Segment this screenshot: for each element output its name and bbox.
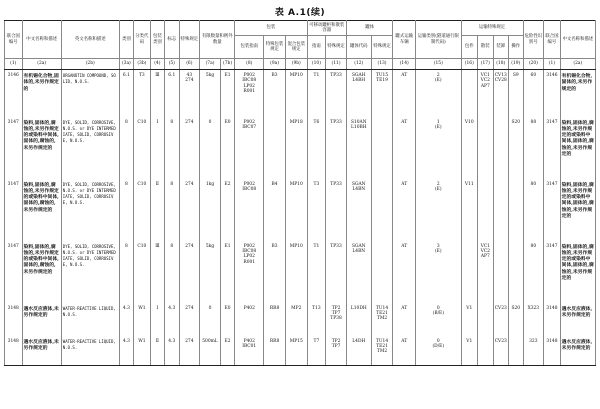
header-tank-code-special: 特殊规定 <box>371 36 393 59</box>
special-provisions-cell: 43 274 <box>179 70 200 117</box>
tank-code-special-cell: TU14 TE21 TM2 <box>371 336 393 366</box>
name-cn-repeat-cell: 染料,固体的,腐蚀的,未另作规定的或染料中间体,固体的,腐蚀的,未另作规定的 <box>560 179 595 241</box>
tank-special-cell: TP33 <box>326 241 347 303</box>
tank-special-cell: TP33 <box>326 179 347 241</box>
class-code-cell: C10 <box>134 241 151 303</box>
tank-code-special-cell <box>371 179 393 241</box>
hazard-id-cell: 323 <box>523 336 544 366</box>
hazard-id-cell: 88 <box>523 117 544 179</box>
packing-group-cell: Ⅱ <box>150 179 164 241</box>
un-number-repeat-cell: 3148 <box>544 336 561 366</box>
header-packing-instructions: 包装指南 <box>235 36 264 59</box>
tank-code-special-cell <box>371 117 393 179</box>
special-packing-cell: B3 <box>264 241 286 303</box>
header-tank-code: 罐体代码 <box>346 36 371 59</box>
special-packages-cell: V10 <box>461 117 478 179</box>
name-cn-cell: 染料,固体的,腐蚀的,未另作规定的或染料中间体,固体的,腐蚀的,未另作规定的 <box>22 179 61 241</box>
header-labels: 标志 <box>165 21 179 59</box>
name-cn-repeat-cell: 遇水反应液体,未另作规定的 <box>560 336 595 366</box>
special-packing-cell: B3 <box>264 70 286 117</box>
tank-vehicle-cell: AT <box>393 336 416 366</box>
mixed-packing-cell: MP10 <box>285 179 307 241</box>
class-code-cell: W1 <box>134 303 151 336</box>
tank-vehicle-cell: AT <box>393 70 416 117</box>
table-title: 表 A.1(续) <box>274 8 326 18</box>
transport-category-cell: 2 (E) <box>416 179 461 241</box>
column-number: (9a) <box>264 59 286 70</box>
tank-vehicle-cell: AT <box>393 117 416 179</box>
un-number-cell: 3147 <box>5 117 23 179</box>
column-number: (18) <box>493 59 508 70</box>
column-number: (8) <box>235 59 264 70</box>
column-number: (3a) <box>119 59 133 70</box>
mixed-packing-cell: MP10 <box>285 241 307 303</box>
special-loading-cell: CV23 <box>493 336 508 366</box>
labels-cell: 6.1 <box>165 70 179 117</box>
name-cn-cell: 有机锡化合物,固体的,未另作规定的 <box>22 70 61 117</box>
header-special-transport: 运输特殊规定 <box>461 21 523 36</box>
column-number: (2a) <box>560 59 595 70</box>
header-class-code: 分类代码 <box>134 21 151 59</box>
packing-instructions-cell: P002 IBC08 LP02 R001 <box>235 241 264 303</box>
special-bulk-cell <box>478 179 493 241</box>
table-body <box>5 70 596 366</box>
packing-instructions-cell: P002 IBC08 <box>235 179 264 241</box>
un-number-cell: 3147 <box>5 241 23 303</box>
packing-instructions-cell: P002 IBC08 LP02 R001 <box>235 70 264 117</box>
column-number: (1) <box>544 59 561 70</box>
packing-group-cell: Ⅱ <box>150 336 164 366</box>
header-special-bulk: 散装 <box>478 36 493 59</box>
special-operation-cell: S20 <box>509 117 524 179</box>
tank-code-cell: SGAN L4BN <box>346 179 371 241</box>
tank-instructions-cell: T6 <box>307 117 326 179</box>
un-number-cell: 3148 <box>5 303 23 336</box>
un-number-repeat-cell: 3147 <box>544 117 561 179</box>
column-number: (3b) <box>134 59 151 70</box>
dangerous-goods-table <box>4 20 596 366</box>
header-tank-vehicle: 罐式运输车辆 <box>393 21 416 59</box>
column-number: (14) <box>393 59 416 70</box>
special-provisions-cell: 274 <box>179 179 200 241</box>
column-number: (12) <box>346 59 371 70</box>
labels-cell: 4.3 <box>165 303 179 336</box>
column-number: (13) <box>371 59 393 70</box>
tank-vehicle-cell: AT <box>393 303 416 336</box>
limited-quantity-cell: 0 <box>200 303 221 336</box>
special-packages-cell: V1 <box>461 303 478 336</box>
transport-category-cell: 0 (D/E) <box>416 336 461 366</box>
special-operation-cell <box>509 336 524 366</box>
hazard-id-cell: 80 <box>523 241 544 303</box>
special-packages-cell: V1 <box>461 336 478 366</box>
class-cell: 4.3 <box>119 336 133 366</box>
excepted-quantity-cell: E1 <box>220 241 234 303</box>
packing-group-cell: Ⅰ <box>150 117 164 179</box>
un-number-repeat-cell: 3147 <box>544 179 561 241</box>
column-number: (6) <box>179 59 200 70</box>
limited-quantity-cell: 0 <box>200 117 221 179</box>
special-provisions-cell: 274 <box>179 117 200 179</box>
limited-quantity-cell: 1kg <box>200 179 221 241</box>
tank-instructions-cell: T7 <box>307 336 326 366</box>
special-operation-cell: S20 <box>509 303 524 336</box>
packing-group-cell: Ⅲ <box>150 70 164 117</box>
special-operation-cell: S9 <box>509 70 524 117</box>
header-name-en: 英文名称和描述 <box>61 21 119 59</box>
column-number: (7a) <box>200 59 221 70</box>
mixed-packing-cell: MP15 <box>285 336 307 366</box>
tank-special-cell: TP33 <box>326 70 347 117</box>
column-number: (19) <box>509 59 524 70</box>
header-hazard-id: 危险性识别号 <box>523 21 544 59</box>
special-packing-cell: B4 <box>264 179 286 241</box>
mixed-packing-cell: MP18 <box>285 117 307 179</box>
un-number-cell: 3146 <box>5 70 23 117</box>
special-provisions-cell: 274 <box>179 336 200 366</box>
class-cell: 6.1 <box>119 70 133 117</box>
special-loading-cell: CV13 CV28 <box>493 70 508 117</box>
class-cell: 8 <box>119 241 133 303</box>
column-number: (16) <box>461 59 478 70</box>
transport-category-cell: 1 (E) <box>416 117 461 179</box>
special-provisions-cell: 274 <box>179 241 200 303</box>
labels-cell: 8 <box>165 117 179 179</box>
tank-code-cell: SGAH L4BH <box>346 70 371 117</box>
header-special-provisions: 特殊规定 <box>179 21 200 59</box>
header-limited-quantities: 有限数量和例外数量 <box>200 21 235 59</box>
column-number: (2b) <box>61 59 119 70</box>
special-bulk-cell <box>478 336 493 366</box>
name-en-cell: DYE, SOLID, CORROSIVE, N.O.S. or DYE INTERMEDIATE, SOLID, CORROSIVE, N.O.S. <box>61 117 119 179</box>
tank-code-special-cell: TU15 TE19 <box>371 70 393 117</box>
header-mixed-packing: 混合包装规定 <box>285 36 307 59</box>
class-code-cell: C10 <box>134 117 151 179</box>
special-provisions-cell: 274 <box>179 303 200 336</box>
name-cn-repeat-cell: 有机锡化合物,固体的,未另作规定的 <box>560 70 595 117</box>
packing-group-cell: Ⅰ <box>150 303 164 336</box>
name-cn-repeat-cell: 遇水反应液体,未另作规定的 <box>560 303 595 336</box>
excepted-quantity-cell: E0 <box>220 303 234 336</box>
un-number-cell: 3147 <box>5 179 23 241</box>
name-en-cell: ORGANOTIN COMPOUND, SOLID, N.O.S. <box>61 70 119 117</box>
tank-code-special-cell <box>371 241 393 303</box>
excepted-quantity-cell: E0 <box>220 117 234 179</box>
packing-instructions-cell: P402 IBC01 <box>235 336 264 366</box>
special-packing-cell: RR8 <box>264 336 286 366</box>
tank-instructions-cell: T1 <box>307 241 326 303</box>
labels-cell: 8 <box>165 179 179 241</box>
header-packaging: 包装 <box>235 21 307 36</box>
name-en-cell: WATER-REACTIVE LIQUID, N.O.S. <box>61 303 119 336</box>
column-number: (11) <box>326 59 347 70</box>
excepted-quantity-cell: E1 <box>220 70 234 117</box>
header-special-operation: 操作 <box>509 36 524 59</box>
un-number-repeat-cell: 3147 <box>544 241 561 303</box>
special-bulk-cell: VC1 VC2 AP7 <box>478 241 493 303</box>
column-number-row <box>5 59 596 70</box>
name-en-cell: DYE, SOLID, CORROSIVE, N.O.S. or DYE INTERMEDIATE, SOLID, CORROSIVE, N.O.S. <box>61 241 119 303</box>
special-operation-cell <box>509 241 524 303</box>
special-packing-cell <box>264 117 286 179</box>
column-number: (1) <box>5 59 23 70</box>
packing-group-cell: Ⅲ <box>150 241 164 303</box>
special-packages-cell: V11 <box>461 179 478 241</box>
name-en-cell: DYE, SOLID, CORROSIVE, N.O.S. or DYE INTERMEDIATE, SOLID, CORROSIVE, N.O.S. <box>61 179 119 241</box>
class-code-cell: W1 <box>134 336 151 366</box>
transport-category-cell: 2 (E) <box>416 70 461 117</box>
labels-cell: 4.3 <box>165 336 179 366</box>
column-number: (20) <box>523 59 544 70</box>
table-row <box>5 179 596 241</box>
special-packages-cell <box>461 241 478 303</box>
name-cn-cell: 遇水反应液体,未另作规定的 <box>22 336 61 366</box>
header-un: 联合国编号 <box>5 21 23 59</box>
column-number: (2a) <box>22 59 61 70</box>
tank-vehicle-cell: AT <box>393 241 416 303</box>
class-code-cell: T3 <box>134 70 151 117</box>
limited-quantity-cell: 500mL <box>200 336 221 366</box>
mixed-packing-cell: MP2 <box>285 303 307 336</box>
tank-code-cell: SGAN L4BN <box>346 241 371 303</box>
name-cn-cell: 遇水反应液体,未另作规定的 <box>22 303 61 336</box>
table-row <box>5 336 596 366</box>
special-bulk-cell <box>478 303 493 336</box>
header-un-repeat: 联合国编号 <box>544 21 561 59</box>
name-cn-cell: 染料,固体的,腐蚀的,未另作规定的或染料中间体,固体的,腐蚀的,未另作规定的 <box>22 241 61 303</box>
tank-special-cell: TP33 <box>326 117 347 179</box>
class-cell: 4.3 <box>119 303 133 336</box>
name-cn-repeat-cell: 染料,固体的,腐蚀的,未另作规定的或染料中间体,固体的,腐蚀的,未另作规定的 <box>560 117 595 179</box>
column-number: (10) <box>307 59 326 70</box>
special-packing-cell: RR8 <box>264 303 286 336</box>
header-class: 类别 <box>119 21 133 59</box>
tank-instructions-cell: T1 <box>307 70 326 117</box>
limited-quantity-cell: 5kg <box>200 70 221 117</box>
header-name-cn-repeat: 中文名称和描述 <box>560 21 595 59</box>
tank-instructions-cell: T3 <box>307 179 326 241</box>
hazard-id-cell: X323 <box>523 303 544 336</box>
name-en-cell: WATER-REACTIVE LIQUID, N.O.S. <box>61 336 119 366</box>
table-row <box>5 117 596 179</box>
special-bulk-cell <box>478 117 493 179</box>
un-number-cell: 3148 <box>5 336 23 366</box>
un-number-repeat-cell: 3148 <box>544 303 561 336</box>
special-loading-cell <box>493 241 508 303</box>
name-cn-repeat-cell: 染料,固体的,腐蚀的,未另作规定的或染料中间体,固体的,腐蚀的,未另作规定的 <box>560 241 595 303</box>
header-tank-special: 特殊规定 <box>326 36 347 59</box>
header-tank-instructions: 指南 <box>307 36 326 59</box>
tank-code-cell: S10AN L10BH <box>346 117 371 179</box>
column-number: (5) <box>165 59 179 70</box>
hazard-id-cell: 60 <box>523 70 544 117</box>
labels-cell: 8 <box>165 241 179 303</box>
header-special-packages: 包件 <box>461 36 478 59</box>
tank-special-cell: TP2 TP7 <box>326 336 347 366</box>
header-transport-category: 运输类别(隧道通行限制代码) <box>416 21 461 59</box>
header-special-loading: 装卸 <box>493 36 508 59</box>
special-loading-cell: CV23 <box>493 303 508 336</box>
special-loading-cell <box>493 179 508 241</box>
tank-code-cell: L4DH <box>346 336 371 366</box>
column-number: (7b) <box>220 59 234 70</box>
tank-instructions-cell: T13 <box>307 303 326 336</box>
special-operation-cell <box>509 179 524 241</box>
tank-vehicle-cell: AT <box>393 179 416 241</box>
table-row <box>5 303 596 336</box>
packing-instructions-cell: P402 <box>235 303 264 336</box>
table-row <box>5 70 596 117</box>
hazard-id-cell: 80 <box>523 179 544 241</box>
special-loading-cell <box>493 117 508 179</box>
table-row <box>5 241 596 303</box>
mixed-packing-cell: MP10 <box>285 70 307 117</box>
tank-code-special-cell: TU14 TE21 TM2 <box>371 303 393 336</box>
packing-instructions-cell: P002 IBC07 <box>235 117 264 179</box>
special-bulk-cell: VC1 VC2 AP7 <box>478 70 493 117</box>
column-number: (9b) <box>285 59 307 70</box>
excepted-quantity-cell: E2 <box>220 179 234 241</box>
special-packages-cell <box>461 70 478 117</box>
excepted-quantity-cell: E2 <box>220 336 234 366</box>
transport-category-cell: 0 (B/E) <box>416 303 461 336</box>
header-name-cn: 中文名称和描述 <box>22 21 61 59</box>
tank-special-cell: TP2 TP7 TP38 <box>326 303 347 336</box>
column-number: (15) <box>416 59 461 70</box>
class-cell: 8 <box>119 179 133 241</box>
column-number: (4) <box>150 59 164 70</box>
class-cell: 8 <box>119 117 133 179</box>
header-special-packing: 特殊包装规定 <box>264 36 286 59</box>
limited-quantity-cell: 5kg <box>200 241 221 303</box>
transport-category-cell: 3 (E) <box>416 241 461 303</box>
un-number-repeat-cell: 3146 <box>544 70 561 117</box>
header-packing-group: 包装类别 <box>150 21 164 59</box>
tank-code-cell: L10DH <box>346 303 371 336</box>
header-row-1 <box>5 21 596 36</box>
header-tanks: 罐体 <box>346 21 392 36</box>
class-code-cell: C10 <box>134 179 151 241</box>
header-portable-tanks: 可移动罐柜和散装容器 <box>307 21 346 36</box>
name-cn-cell: 染料,固体的,腐蚀的,未另作规定的或染料中间体,固体的,腐蚀的,未另作规定的 <box>22 117 61 179</box>
column-number: (17) <box>478 59 493 70</box>
